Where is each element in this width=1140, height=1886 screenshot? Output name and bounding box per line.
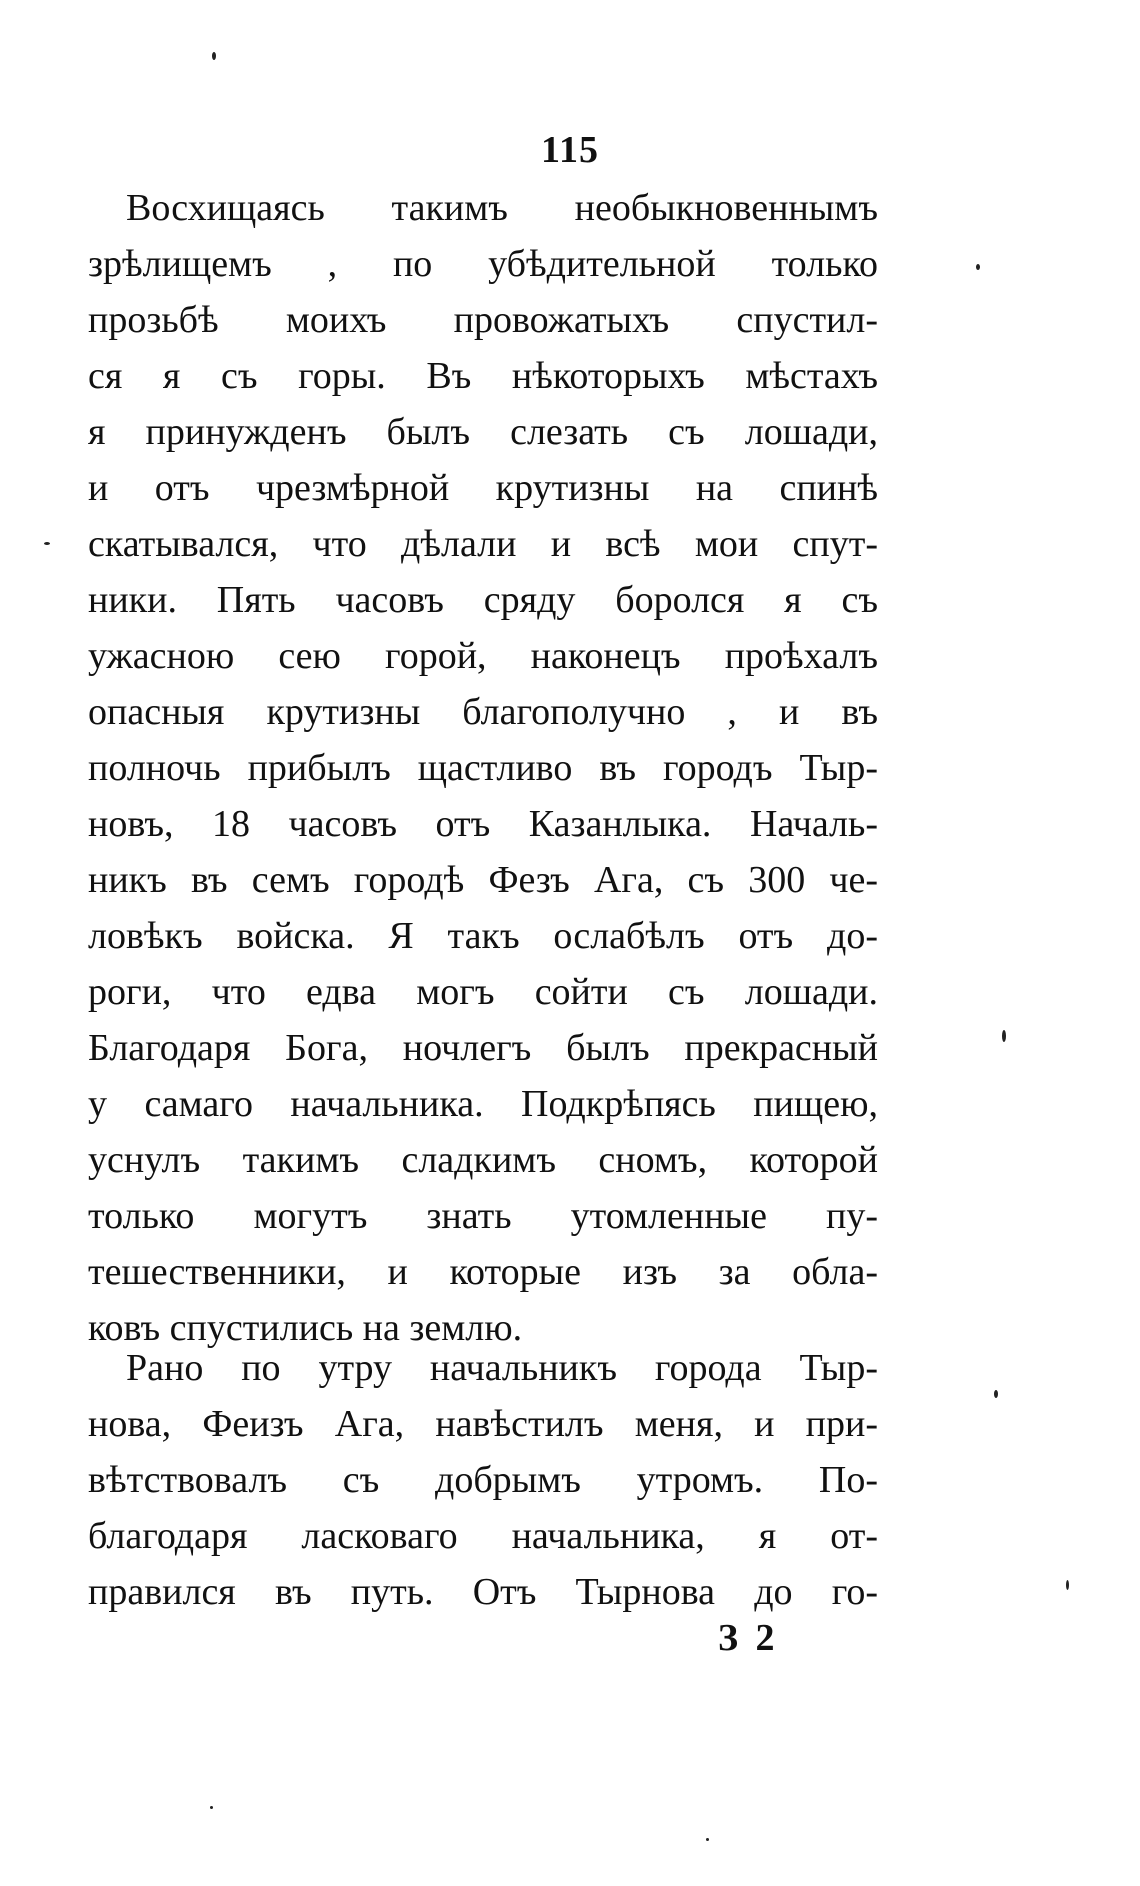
scan-speck xyxy=(1002,1030,1006,1042)
text-line: уснулъ такимъ сладкимъ сномъ, которой xyxy=(88,1139,878,1181)
signature-mark: З 2 xyxy=(718,1617,779,1659)
text-line: у самаго начальника. Подкрѣпясь пищею, xyxy=(88,1083,878,1125)
scan-speck xyxy=(706,1838,709,1841)
text-line: правился въ путь. Отъ Тырнова до го- xyxy=(88,1571,878,1613)
scan-speck xyxy=(994,1390,998,1398)
text-line: ники. Пять часовъ сряду боролся я съ xyxy=(88,579,878,621)
text-line: Восхищаясь такимъ необыкновеннымъ xyxy=(126,187,878,229)
text-line: благодаря ласковаго начальника, я от- xyxy=(88,1515,878,1557)
text-line: ужасною сею горой, наконецъ проѣхалъ xyxy=(88,635,878,677)
text-line: новъ, 18 часовъ отъ Казанлыка. Началь- xyxy=(88,803,878,845)
text-line: ловѣкъ войска. Я такъ ослабѣлъ отъ до- xyxy=(88,915,878,957)
text-line: только могутъ знать утомленные пу- xyxy=(88,1195,878,1237)
scan-speck xyxy=(212,52,216,60)
text-line: прозьбѣ моихъ провожатыхъ спустил- xyxy=(88,299,878,341)
text-line: нова, Феизъ Ага, навѣстилъ меня, и при- xyxy=(88,1403,878,1445)
text-line: Рано по утру начальникъ города Тыр- xyxy=(126,1347,878,1389)
page-number: 115 xyxy=(541,129,599,171)
text-line: Благодаря Бога, ночлегъ былъ прекрасный xyxy=(88,1027,878,1069)
scan-speck xyxy=(44,542,50,545)
text-line: и отъ чрезмѣрной крутизны на спинѣ xyxy=(88,467,878,509)
text-line: опасныя крутизны благополучно , и въ xyxy=(88,691,878,733)
paragraph-1 xyxy=(88,180,878,1356)
text-line: ся я съ горы. Въ нѣкоторыхъ мѣстахъ xyxy=(88,355,878,397)
text-line: скатывался, что дѣлали и всѣ мои спут- xyxy=(88,523,878,565)
text-line: зрѣлищемъ , по убѣдительной только xyxy=(88,243,878,285)
text-line: ковъ спустились на землю. xyxy=(88,1307,523,1349)
paragraph-2 xyxy=(88,1340,878,1620)
text-line: полночь прибылъ щастливо въ городъ Тыр- xyxy=(88,747,878,789)
scan-speck xyxy=(210,1806,213,1809)
text-line: я принужденъ былъ слезать съ лошади, xyxy=(88,411,878,453)
scan-speck xyxy=(1066,1580,1069,1590)
text-line: тешественники, и которые изъ за обла- xyxy=(88,1251,878,1293)
text-line: вѣтствовалъ съ добрымъ утромъ. По- xyxy=(88,1459,878,1501)
text-line: никъ въ семъ городѣ Фезъ Ага, съ 300 че- xyxy=(88,859,878,901)
text-line: роги, что едва могъ сойти съ лошади. xyxy=(88,971,878,1013)
scan-speck xyxy=(976,264,980,270)
